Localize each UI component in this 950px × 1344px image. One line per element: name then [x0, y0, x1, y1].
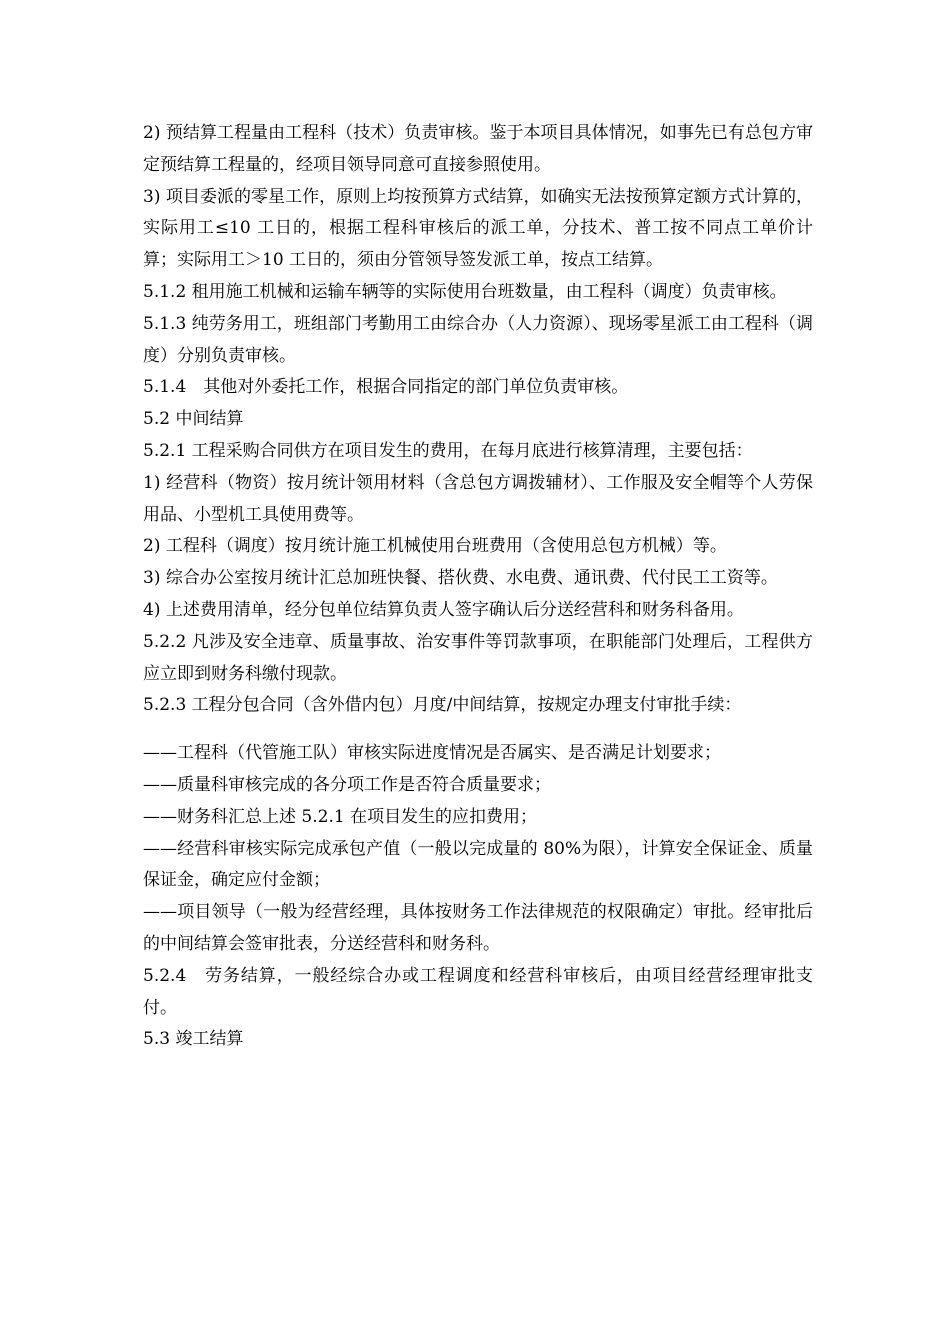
- paragraph-5-1-3: 5.1.3 纯劳务用工，班组部门考勤用工由综合办（人力资源）、现场零星派工由工程科（调度）分别负责审核。: [143, 313, 813, 366]
- list-item-1: 1) 经营科（物资）按月统计领用材料（含总包方调拨辅材）、工作服及安全帽等个人劳保用品、小型机工具使用费等。: [143, 472, 813, 525]
- dash-item-finance: ——财务科汇总上述 5.2.1 在项目发生的应扣费用；: [143, 806, 538, 827]
- paragraph-odd-jobs: 3) 项目委派的零星工作，原则上均按预算方式结算，如确实无法按预算定额方式计算的，实际用工≤10 工日的，根据工程科审核后的派工单，分技术、普工按不同点工单价计算；实际用工＞10 工日的，须由分管领导签发派工单，按点工结算。: [143, 186, 813, 271]
- paragraph-precalc-quantity: 2) 预结算工程量由工程科（技术）负责审核。鉴于本项目具体情况，如事先已有总包方审定预结算工程量的，经项目领导同意可直接参照使用。: [143, 123, 813, 175]
- dash-item-quality: ——质量科审核完成的各分项工作是否符合质量要求；: [143, 774, 551, 795]
- section-heading-5-2: 5.2 中间结算: [143, 409, 244, 430]
- document-page: [143, 118, 813, 1056]
- list-item-3: 3) 综合办公室按月统计汇总加班快餐、搭伙费、水电费、通讯费、代付民工工资等。: [143, 568, 778, 589]
- list-item-2: 2) 工程科（调度）按月统计施工机械使用台班费用（含使用总包方机械）等。: [143, 536, 727, 557]
- paragraph-5-2-4: 5.2.4 劳务结算，一般经综合办或工程调度和经营科审核后，由项目经营经理审批支付。: [143, 965, 813, 1018]
- paragraph-5-1-4: 5.1.4 其他对外委托工作，根据合同指定的部门单位负责审核。: [143, 377, 629, 398]
- paragraph-5-2-2: 5.2.2 凡涉及安全违章、质量事故、治安事件等罚款事项，在职能部门处理后，工程供方应立即到财务科缴付现款。: [143, 631, 813, 684]
- dash-item-operations: ——经营科审核实际完成承包产值（一般以完成量的 80%为限），计算安全保证金、质量保证金，确定应付金额；: [143, 838, 813, 891]
- paragraph-5-2-3: 5.2.3 工程分包合同（含外借内包）月度/中间结算，按规定办理支付审批手续：: [143, 695, 742, 716]
- paragraph-spacer: [143, 722, 813, 738]
- list-item-4: 4) 上述费用清单，经分包单位结算负责人签字确认后分送经营科和财务科备用。: [143, 599, 744, 620]
- dash-item-engineering: ——工程科（代管施工队）审核实际进度情况是否属实、是否满足计划要求；: [143, 743, 721, 764]
- paragraph-5-2-1: 5.2.1 工程采购合同供方在项目发生的费用，在每月底进行核算清理，主要包括：: [143, 440, 753, 461]
- section-heading-5-3: 5.3 竣工结算: [143, 1029, 244, 1050]
- dash-item-leadership: ——项目领导（一般为经营经理，具体按财务工作法律规范的权限确定）审批。经审批后的中间结算会签审批表，分送经营科和财务科。: [143, 902, 813, 954]
- paragraph-5-1-2: 5.1.2 租用施工机械和运输车辆等的实际使用台班数量，由工程科（调度）负责审核。: [143, 281, 787, 302]
